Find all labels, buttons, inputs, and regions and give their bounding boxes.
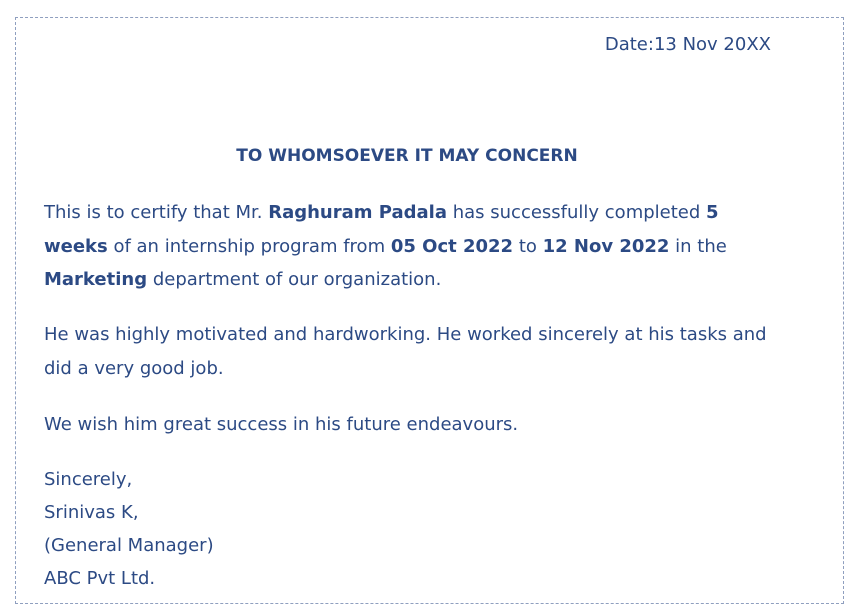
letter-heading: TO WHOMSOEVER IT MAY CONCERN xyxy=(236,146,578,166)
paragraph1-text-5: in the xyxy=(669,235,727,257)
wishes-paragraph: We wish him great success in his future endeavours. xyxy=(44,414,519,435)
performance-paragraph: He was highly motivated and hardworking. He worked sincerely at his tasks and did a very good job. xyxy=(44,324,767,379)
certificate-paragraph xyxy=(44,196,774,297)
company-name: ABC Pvt Ltd. xyxy=(44,568,156,589)
end-date: 12 Nov 2022 xyxy=(542,235,670,257)
paragraph1-text-2: has successfully completed xyxy=(447,202,707,223)
date-value: 13 Nov 20XX xyxy=(653,34,771,55)
signatory-designation: (General Manager) xyxy=(44,535,214,556)
paragraph1-text-6: department of our organization. xyxy=(147,269,442,290)
signature-block xyxy=(44,463,214,595)
intern-name: Raghuram Padala xyxy=(268,202,447,223)
paragraph1-text-3: of an internship program from xyxy=(107,235,391,257)
department-name: Marketing xyxy=(44,269,148,290)
closing-line: Sincerely, xyxy=(44,469,133,490)
start-date: 05 Oct 2022 xyxy=(390,235,514,257)
paragraph1-text-1: This is to certify that Mr. xyxy=(44,202,269,223)
signatory-name: Srinivas K, xyxy=(44,502,139,523)
paragraph1-text-4: to xyxy=(513,235,543,257)
internship-duration: 5 weeks xyxy=(44,202,719,257)
date-label: Date: xyxy=(604,34,654,55)
letter-date xyxy=(605,34,771,56)
